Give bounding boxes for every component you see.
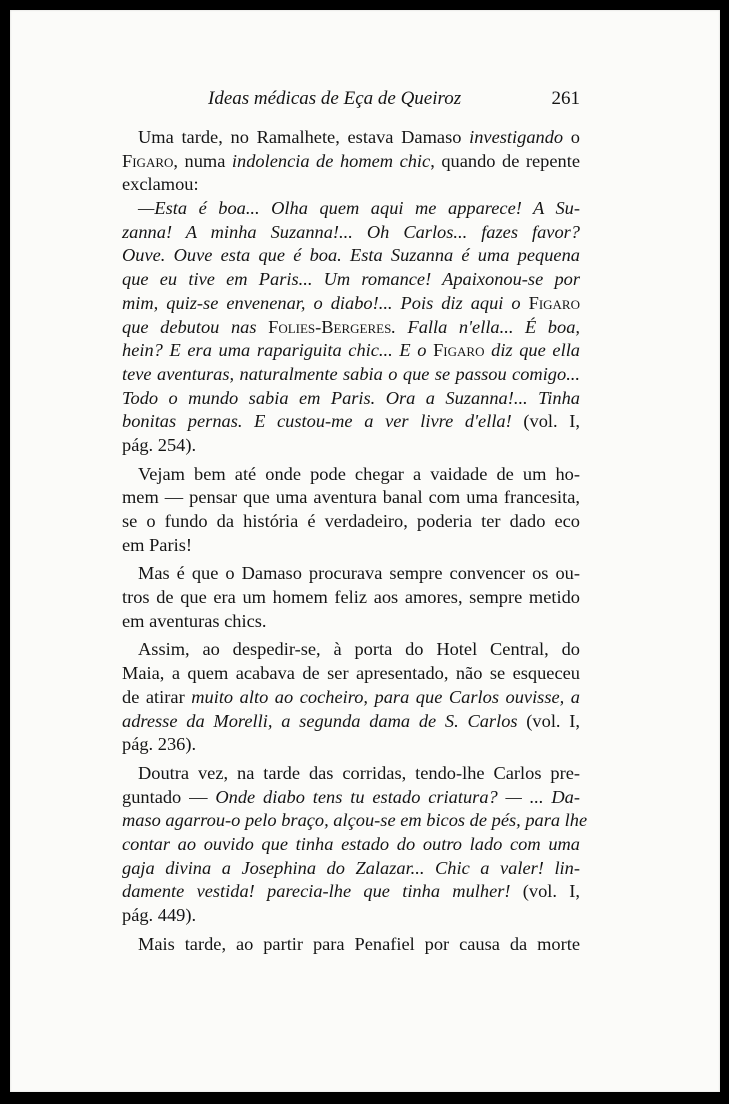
page-number: 261	[551, 88, 580, 109]
text-span: tros de que era um homem feliz aos amores, sempre metido	[122, 587, 580, 608]
text-line	[122, 197, 580, 221]
text-span: mem — pensar que uma aventura banal com uma francesita,	[122, 487, 580, 508]
italic-span: zanna! A minha Suzanna!... Oh Carlos... fazes favor?	[122, 221, 580, 242]
running-title: Ideas médicas de Eça de Queiroz	[208, 88, 462, 109]
italic-span: teve aventuras, naturalmente sabia o que se passou comigo...	[122, 363, 580, 384]
italic-span: muito alto ao cocheiro, para que Carlos ouvisse, a	[191, 686, 580, 707]
text-line	[122, 786, 580, 810]
text-span: pág. 449).	[122, 905, 197, 925]
text-line	[122, 363, 580, 387]
italic-span: que debutou nas	[122, 316, 269, 337]
italic-span: Onde diabo tens tu estado criatura? — ... Da-	[215, 786, 580, 807]
italic-span: . Falla n'ella... É boa,	[391, 316, 580, 337]
book-page	[10, 10, 720, 1092]
italic-span: gaja divina a Josephina do Zalazar... Chic a valer! lin-	[122, 857, 580, 878]
text-span: Mas é que o Damaso procurava sempre convencer os ou-	[138, 563, 580, 584]
text-span: Uma tarde, no Ramalhete, estava Damaso	[138, 127, 470, 147]
text-line	[122, 733, 580, 757]
text-span: (vol. I,	[517, 710, 581, 731]
text-line	[122, 244, 580, 268]
text-line	[122, 809, 588, 833]
text-line	[122, 534, 580, 558]
text-line	[122, 387, 580, 411]
text-span: (vol. I,	[511, 411, 581, 432]
italic-span: que eu tive em Paris... Um romance! Apaixonou-se por	[122, 269, 580, 290]
text-span: (vol. I,	[510, 881, 580, 902]
text-span: em Paris!	[122, 534, 192, 555]
italic-span: —Esta é boa... Olha quem aqui me apparece! A Su-	[138, 198, 580, 219]
text-span: de atirar	[122, 686, 192, 707]
text-span: pág. 254).	[122, 434, 197, 455]
text-line	[122, 562, 580, 586]
text-line	[122, 880, 580, 904]
text-line	[122, 173, 580, 197]
text-line	[122, 610, 580, 634]
italic-span: investigando	[469, 127, 564, 147]
small-caps-span: Folies-Bergeres	[268, 316, 392, 337]
text-line	[122, 762, 580, 786]
text-line	[122, 434, 580, 458]
text-line	[122, 339, 580, 363]
italic-span: Todo o mundo sabia em Paris. Ora a Suzanna!... Tinha	[122, 387, 580, 408]
italic-span: diz que ella	[484, 340, 580, 361]
text-span: Assim, ao despedir-se, à porta do Hotel Central, do	[138, 639, 580, 660]
text-span: exclamou:	[122, 174, 199, 195]
text-span: Maia, a quem acabava de ser apresentado, não se esqueceu	[122, 663, 580, 684]
text-line	[122, 292, 580, 316]
italic-span: hein? E era uma rapariguita chic... E o	[122, 340, 434, 361]
text-line	[122, 857, 580, 881]
text-span: o	[563, 127, 581, 147]
text-line	[122, 686, 580, 710]
italic-span: Ouve. Ouve esta que é boa. Esta Suzanna é uma pequena	[122, 245, 580, 266]
text-line	[122, 586, 580, 610]
text-line	[122, 933, 580, 957]
text-line	[122, 463, 580, 487]
text-span: Mais tarde, ao partir para Penafiel por causa da morte	[138, 933, 580, 954]
text-line	[122, 510, 580, 534]
text-line	[122, 410, 580, 434]
text-line	[122, 710, 580, 734]
small-caps-span: Figaro	[122, 150, 174, 171]
text-span: em aventuras chics.	[122, 610, 267, 631]
text-span: Doutra vez, na tarde das corridas, tendo-lhe Carlos pre-	[138, 762, 580, 783]
text-line	[122, 150, 580, 174]
text-span: guntado —	[122, 786, 216, 807]
body-text	[122, 126, 588, 956]
italic-span: maso agarrou-o pelo braço, alçou-se em bicos de pés, para lhe	[122, 810, 588, 831]
running-header	[128, 88, 580, 112]
text-line	[122, 833, 580, 857]
italic-span: mim, quiz-se envenenar, o diabo!... Pois diz aqui o	[122, 292, 529, 313]
text-line	[122, 126, 580, 150]
italic-span: bonitas pernas. E custou-me a ver livre d'ella!	[122, 411, 512, 432]
italic-span: damente vestida! parecia-lhe que tinha mulher!	[122, 881, 511, 902]
italic-span: adresse da Morelli, a segunda dama de S. Carlos	[122, 710, 518, 731]
text-line	[122, 486, 580, 510]
text-span: , quando de repente	[430, 150, 580, 171]
text-span: pág. 236).	[122, 734, 197, 755]
italic-span: contar ao ouvido que tinha estado do outro lado com uma	[122, 833, 580, 854]
text-line	[122, 638, 580, 662]
text-span: Vejam bem até onde pode chegar a vaidade de um ho-	[138, 463, 580, 484]
small-caps-span: Figaro	[528, 292, 580, 313]
text-span: , numa	[173, 150, 232, 171]
text-span: se o fundo da história é verdadeiro, poderia ter dado eco	[122, 511, 580, 531]
text-line	[122, 268, 580, 292]
text-line	[122, 316, 580, 340]
text-line	[122, 662, 580, 686]
italic-span: indolencia de homem chic	[231, 150, 431, 171]
text-line	[122, 221, 580, 245]
small-caps-span: Figaro	[433, 340, 485, 361]
text-line	[122, 904, 580, 928]
